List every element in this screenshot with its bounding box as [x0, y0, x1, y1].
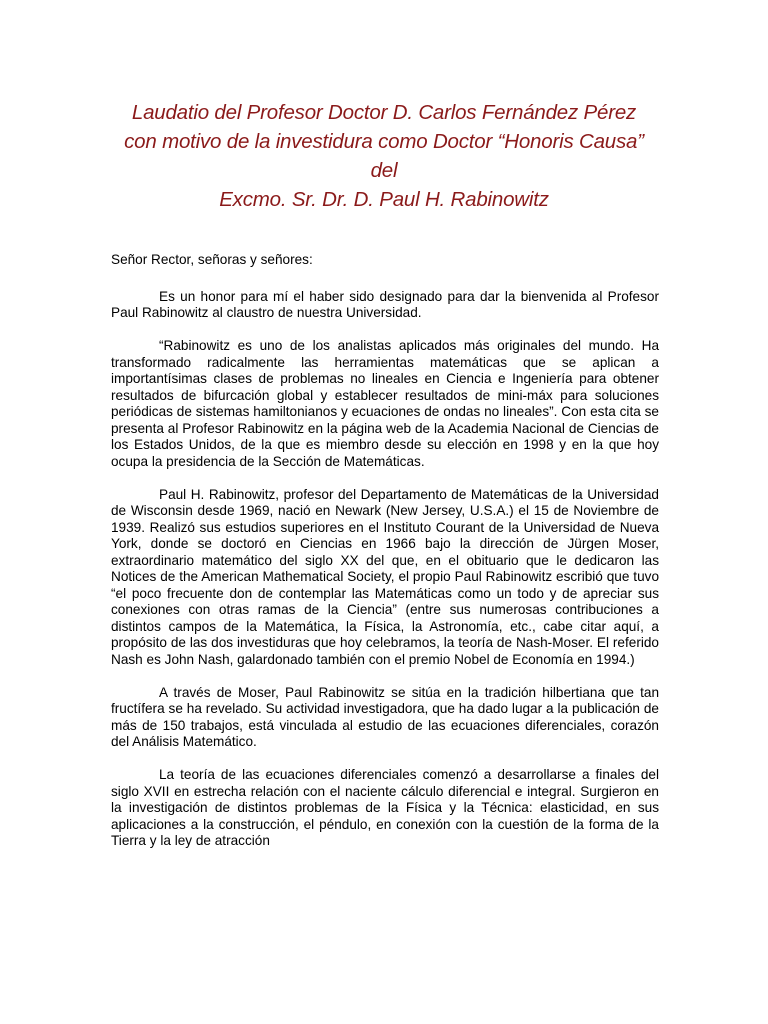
title-line-3: del	[370, 159, 398, 182]
paragraph-5: La teoría de las ecuaciones diferenciales comenzó a desarrollarse a finales del siglo XVII en estrecha relación con el naciente cálculo diferencial e integral. Surgieron en la investigación de distintos problemas de la Física y la Técnica: elasticidad, en sus aplicaciones a la construcción, el péndulo, en conexión con la cuestión de la forma de la Tierra y la ley de atracción	[111, 767, 659, 848]
document-body	[111, 252, 659, 866]
greeting: Señor Rector, señoras y señores:	[111, 252, 313, 267]
title-line-1: Laudatio del Profesor Doctor D. Carlos Fernández Pérez	[131, 101, 637, 124]
paragraph-1: Es un honor para mí el haber sido designado para dar la bienvenida al Profesor Paul Rabinowitz al claustro de nuestra Universidad.	[111, 288, 659, 320]
title-line-4: Excmo. Sr. Dr. D. Paul H. Rabinowitz	[219, 188, 549, 211]
paragraph-4: A través de Moser, Paul Rabinowitz se sitúa en la tradición hilbertiana que tan fructífera se ha revelado. Su actividad investigadora, que ha dado lugar a la publicación de más de 150 trabajos, está vinculada al estudio de las ecuaciones diferenciales, corazón del Análisis Matemático.	[111, 684, 659, 749]
document-title	[100, 98, 668, 214]
paragraph-2: “Rabinowitz es uno de los analistas aplicados más originales del mundo. Ha transformado radicalmente las herramientas matemáticas que se aplican a importantísimas clases de problemas no lineales en Ciencia e Ingeniería para obtener resultados de bifurcación global y establecer resultados de mini-máx para soluciones periódicas de sistemas hamiltonianos y ecuaciones de ondas no lineales”. Con esta cita se presenta al Profesor Rabinowitz en la página web de la Academia Nacional de Ciencias de los Estados Unidos, de la que es miembro desde su elección en 1998 y en la que hoy ocupa la presidencia de la Sección de Matemáticas.	[111, 338, 659, 469]
paragraph-3: Paul H. Rabinowitz, profesor del Departamento de Matemáticas de la Universidad de Wisconsin desde 1969, nació en Newark (New Jersey, U.S.A.) el 15 de Noviembre de 1939. Realizó sus estudios superiores en el Instituto Courant de la Universidad de Nueva York, donde se doctoró en Ciencias en 1966 bajo la dirección de Jürgen Moser, extraordinario matemático del siglo XX del que, en el obituario que le dedicaron las Notices de the American Mathematical Society, el propio Paul Rabinowitz escribió que tuvo “el poco frecuente don de contemplar las Matemáticas como un todo y de apreciar sus conexiones con otras ramas de la Ciencia” (entre sus numerosas contribuciones a distintos campos de la Matemática, la Física, la Astronomía, etc., cabe citar aquí, a propósito de las dos investiduras que hoy celebramos, la teoría de Nash-Moser. El referido Nash es John Nash, galardonado también con el premio Nobel de Economía en 1994.)	[111, 486, 659, 667]
title-line-2: con motivo de la investidura como Doctor “Honoris Causa”	[124, 130, 644, 153]
